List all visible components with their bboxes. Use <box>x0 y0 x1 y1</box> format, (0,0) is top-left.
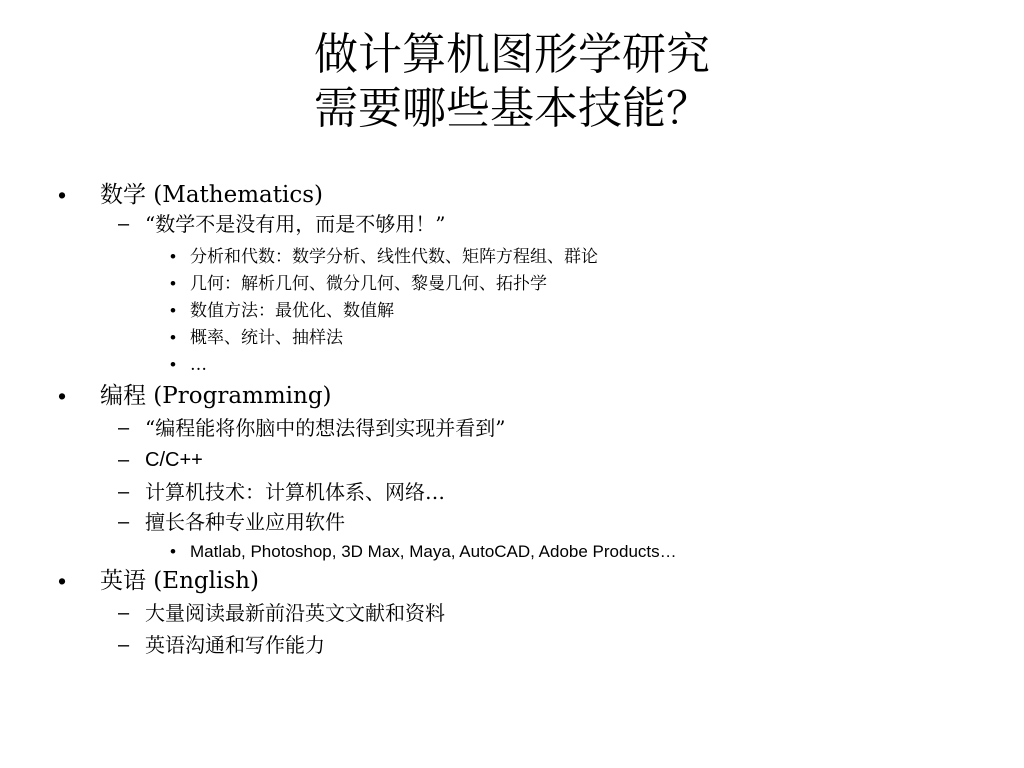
dash-marker: – <box>118 449 130 471</box>
math-item-text: … <box>190 355 207 375</box>
bullet-marker: • <box>170 355 176 374</box>
programming-item-text: 计算机技术：计算机体系、网络… <box>145 480 445 504</box>
bullet-marker: • <box>170 247 176 266</box>
programming-item-text: 擅长各种专业应用软件 <box>145 510 345 534</box>
math-item-text: 数值方法：最优化、数值解 <box>190 301 394 321</box>
dash-marker: – <box>118 634 130 656</box>
bullet-english-label: 英语 (English) <box>100 568 259 594</box>
bullet-marker: • <box>170 542 176 561</box>
title-line-1: 做计算机图形学研究 <box>314 29 710 80</box>
bullet-marker: • <box>170 328 176 347</box>
slide-title <box>0 28 1024 136</box>
bullet-math-label: 数学 (Mathematics) <box>100 182 323 208</box>
english-item-text: 英语沟通和写作能力 <box>145 633 325 657</box>
english-item-text: 大量阅读最新前沿英文文献和资料 <box>145 601 445 625</box>
bullet-marker: • <box>58 182 67 208</box>
dash-marker: – <box>118 213 130 235</box>
math-item-text: 分析和代数：数学分析、线性代数、矩阵方程组、群论 <box>190 247 598 267</box>
bullet-marker: • <box>170 301 176 320</box>
programming-item-text: C/C++ <box>145 449 203 471</box>
math-item-text: 概率、统计、抽样法 <box>190 328 343 348</box>
bullet-marker: • <box>58 383 67 409</box>
math-quote-text: “数学不是没有用，而是不够用！” <box>145 212 446 236</box>
dash-marker: – <box>118 511 130 533</box>
bullet-marker: • <box>58 568 67 594</box>
title-line-2: 需要哪些基本技能？ <box>314 83 710 134</box>
dash-marker: – <box>118 602 130 624</box>
dash-marker: – <box>118 481 130 503</box>
programming-item-text: “编程能将你脑中的想法得到实现并看到” <box>145 416 506 440</box>
math-item-text: 几何：解析几何、微分几何、黎曼几何、拓扑学 <box>190 274 547 294</box>
dash-marker: – <box>118 417 130 439</box>
bullet-programming-label: 编程 (Programming) <box>100 383 332 409</box>
software-list-text: Matlab, Photoshop, 3D Max, Maya, AutoCAD, Adobe Products… <box>190 542 677 561</box>
bullet-marker: • <box>170 274 176 293</box>
